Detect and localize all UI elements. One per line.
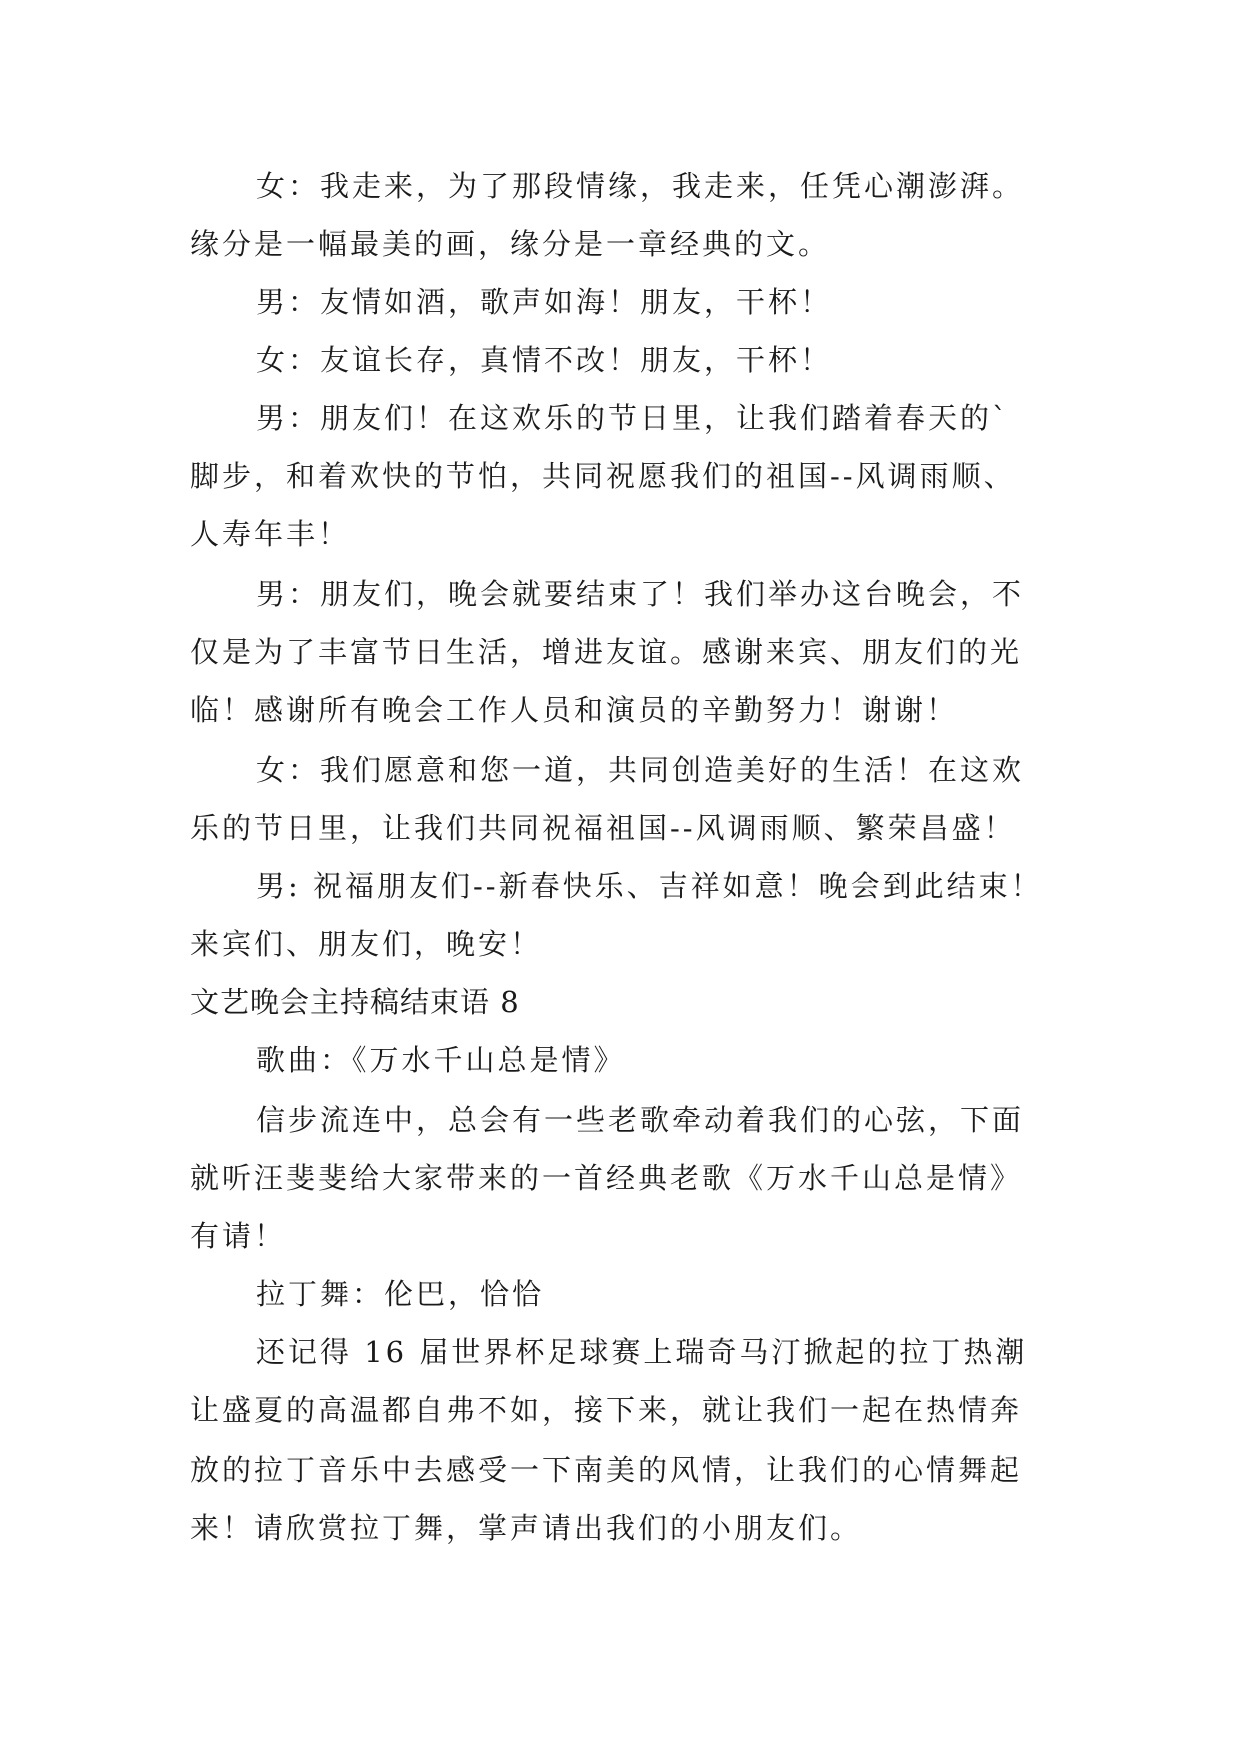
paragraph-line: 女：我们愿意和您一道，共同创造美好的生活！在这欢 <box>256 753 1025 787</box>
paragraph-line: 女：友谊长存，真情不改！朋友，干杯！ <box>256 343 833 377</box>
paragraph-line: 缘分是一幅最美的画，缘分是一章经典的文。 <box>190 227 831 261</box>
paragraph-line: 男：朋友们，晚会就要结束了！我们举办这台晚会，不 <box>256 577 1025 611</box>
paragraph-line: 有请！ <box>190 1219 287 1253</box>
paragraph-line: 就听汪斐斐给大家带来的一首经典老歌《万水千山总是情》 <box>190 1161 1023 1195</box>
paragraph-line: 让盛夏的高温都自弗不如，接下来，就让我们一起在热情奔 <box>190 1393 1023 1427</box>
paragraph-line: 歌曲：《万水千山总是情》 <box>256 1043 626 1077</box>
paragraph-line: 信步流连中，总会有一些老歌牵动着我们的心弦，下面 <box>256 1103 1025 1137</box>
paragraph-line: 男：朋友们！在这欢乐的节日里，让我们踏着春天的` <box>256 401 1010 435</box>
paragraph-line: 拉丁舞：伦巴，恰恰 <box>256 1277 545 1311</box>
paragraph-line: 放的拉丁音乐中去感受一下南美的风情，让我们的心情舞起 <box>190 1453 1023 1487</box>
paragraph-line: 男：友情如酒，歌声如海！朋友，干杯！ <box>256 285 833 319</box>
paragraph-line: 人寿年丰！ <box>190 517 351 551</box>
paragraph-line: 女：我走来，为了那段情缘，我走来，任凭心潮澎湃。 <box>256 169 1025 203</box>
paragraph-line: 还记得 16 届世界杯足球赛上瑞奇马汀掀起的拉丁热潮 <box>256 1335 1028 1369</box>
paragraph-line: 乐的节日里，让我们共同祝福祖国--风调雨顺、繁荣昌盛！ <box>190 811 1016 845</box>
paragraph-line: 来宾们、朋友们，晚安！ <box>190 927 543 961</box>
paragraph-line: 脚步，和着欢快的节怕，共同祝愿我们的祖国--风调雨顺、 <box>190 459 1016 493</box>
section-heading: 文艺晚会主持稿结束语 8 <box>190 985 520 1019</box>
paragraph-line: 仅是为了丰富节日生活，增进友谊。感谢来宾、朋友们的光 <box>190 635 1023 669</box>
paragraph-line: 临！感谢所有晚会工作人员和演员的辛勤努力！谢谢！ <box>190 693 959 727</box>
paragraph-line: 男: 祝福朋友们--新春快乐、吉祥如意！晚会到此结束！ <box>256 869 1043 903</box>
paragraph-line: 来！请欣赏拉丁舞，掌声请出我们的小朋友们。 <box>190 1511 863 1545</box>
